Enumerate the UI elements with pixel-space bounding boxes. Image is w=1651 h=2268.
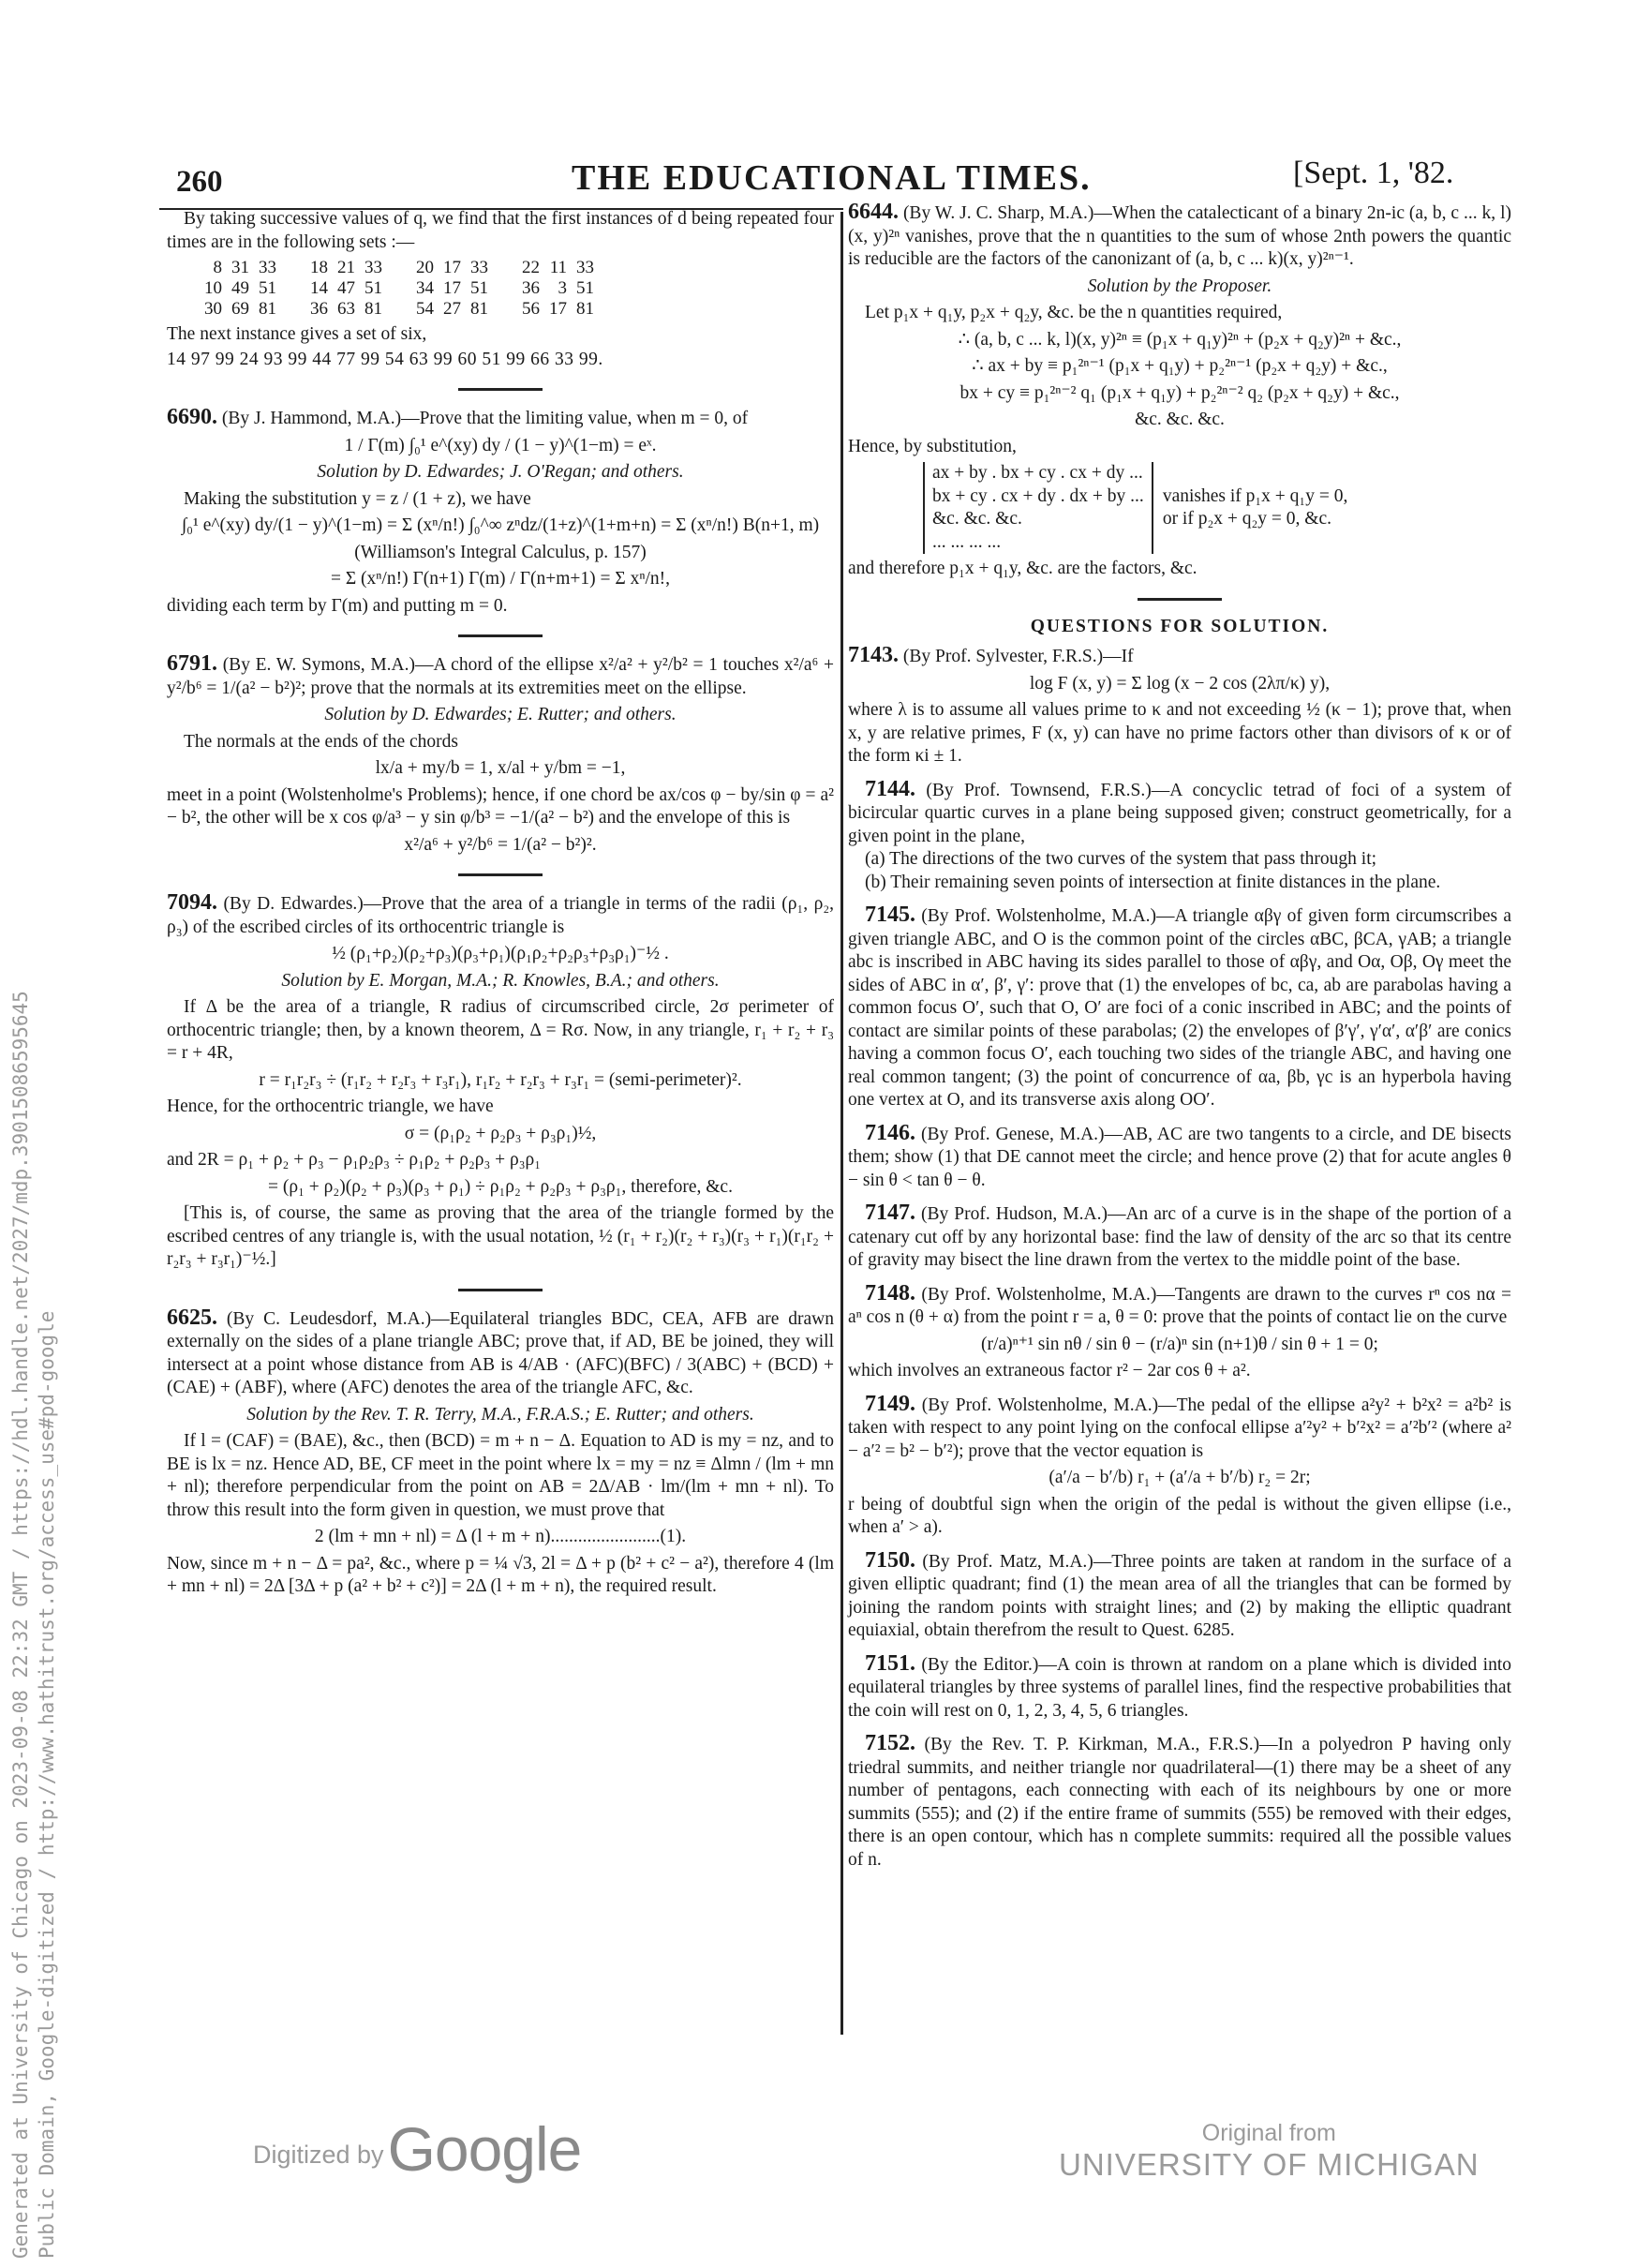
question-number: 7147. <box>865 1201 915 1225</box>
paragraph: The next instance gives a set of six, <box>167 324 427 344</box>
question-7146 <box>848 1122 1511 1193</box>
question-number: 7144. <box>865 776 915 801</box>
paragraph: meet in a point (Wolstenholme's Problems); hence, if one chord be ax/cos φ − by/sin φ = a² − b², the other will be x cos φ/a³ − y sin φ/b³ = −1/(a² − b²) and the envelope of this is <box>167 784 834 828</box>
equation: log F (x, y) = Σ log (x − 2 cos (2λπ/κ) y), <box>1029 673 1331 694</box>
problem-text: (By W. J. C. Sharp, M.A.)—When the catalecticant of a binary 2n-ic (a, b, c ... k, l)(x, y)²ⁿ vanishes, prove that the n quantities to the sum of whose 2nth powers the quantic is reducible are the factors of the canonizant of (a, b, c ... k)(x, y)²ⁿ⁻¹. <box>848 203 1512 269</box>
table-cell: 33 <box>259 258 276 277</box>
table-cell: 54 <box>416 299 434 319</box>
problem-6791 <box>167 652 834 857</box>
left-column <box>167 208 834 1616</box>
determinant-conditions <box>1163 485 1348 531</box>
column-divider <box>840 212 843 2035</box>
table-cell: 81 <box>470 299 488 319</box>
solution-credit: Solution by D. Edwardes; J. O'Regan; and others. <box>317 462 684 482</box>
table-cell: 63 <box>337 299 355 319</box>
paragraph: Let p₁x + q₁y, p₂x + q₂y, &c. be the n quantities required, <box>865 303 1283 322</box>
question-7148 <box>848 1282 1511 1383</box>
equation: r = r₁r₂r₃ ÷ (r₁r₂ + r₂r₃ + r₃r₁), r₁r₂ + r₂r₃ + r₃r₁ = (semi-perimeter)². <box>259 1069 742 1090</box>
determinant-row: ... ... ... ... <box>932 531 1002 552</box>
question-number: 7151. <box>865 1650 915 1676</box>
paragraph: r being of doubtful sign when the origin of the pedal is without the given ellipse (i.e., when a′ > a). <box>848 1494 1511 1537</box>
problem-6625 <box>167 1306 834 1599</box>
paragraph: where λ is to assume all values prime to κ and not exceeding ½ (κ − 1); prove that, when x, y are relative primes, F (x, y) can have no prime factors other than divisors of κ or of the form κi ± 1. <box>848 700 1511 766</box>
table-cell: 17 <box>549 299 567 319</box>
table-cell: 34 <box>416 278 434 298</box>
paragraph: The normals at the ends of the chords <box>184 731 458 752</box>
solution-credit: Solution by E. Morgan, M.A.; R. Knowles, B.A.; and others. <box>281 970 720 991</box>
table-cell: 81 <box>364 299 382 319</box>
table-cell: 36 <box>310 299 328 319</box>
determinant-block <box>923 462 1511 554</box>
table-cell: 51 <box>259 278 276 298</box>
equation: = (ρ₁ + ρ₂)(ρ₂ + ρ₃)(ρ₃ + ρ₁) ÷ ρ₁ρ₂ + ρ₂ρ₃ + ρ₃ρ₁, therefore, &c. <box>268 1176 733 1197</box>
equation: σ = (ρ₁ρ₂ + ρ₂ρ₃ + ρ₃ρ₁)½, <box>404 1123 597 1143</box>
question-7144 <box>848 778 1511 895</box>
determinant-row: &c. &c. &c. <box>932 509 1022 529</box>
condition: or if p₂x + q₂y = 0, &c. <box>1162 509 1332 529</box>
right-column <box>848 201 1511 1881</box>
section-rule <box>458 634 543 637</box>
problem-text: (By C. Leudesdorf, M.A.)—Equilateral triangles BDC, CEA, AFB are drawn externally on the sides of a plane triangle ABC; prove that, if AD, BE be joined, they will intersect at a point whose distance from AB is 4/AB · (AFC)(BFC) / 3(ABC) + (BCD) + (CAE) + (ABF), where (AFC) denotes the area of the triangle AFC, &c. <box>167 1308 834 1397</box>
equation: ∴ ax + by ≡ p₁²ⁿ⁻¹ (p₁x + q₁y) + p₂²ⁿ⁻¹ (p₂x + q₂y) + &c., <box>972 356 1388 376</box>
question-text: (By Prof. Sylvester, F.R.S.)—If <box>902 647 1134 666</box>
question-7145 <box>848 903 1511 1112</box>
problem-number: 6625. <box>167 1305 217 1330</box>
equation: (a′/a − b′/b) r₁ + (a′/a + b′/b) r₂ = 2r; <box>1049 1468 1311 1487</box>
question-7151 <box>848 1652 1511 1723</box>
question-number: 7150. <box>865 1547 915 1573</box>
problem-number: 7094. <box>167 890 217 915</box>
table-row <box>204 258 603 278</box>
digitized-by-label: Digitized by <box>253 2141 384 2169</box>
table-cell: 14 <box>310 278 328 298</box>
table-cell: 33 <box>470 258 488 277</box>
table-cell: 11 <box>549 258 567 277</box>
equation: &c. &c. &c. <box>1135 410 1225 429</box>
table-cell: 51 <box>470 278 488 298</box>
equation: x²/a⁶ + y²/b⁶ = 1/(a² − b²)². <box>404 834 597 855</box>
problem-6690 <box>167 406 834 618</box>
paragraph: If l = (CAF) = (BAE), &c., then (BCD) = m + n − Δ. Equation to AD is my = nz, and to BE is lx = nz. Hence AD, BE, CF meet in the point where lx = my = nz ≡ Δlmn / (lm + mn + nl); therefore perpendicular from the point on AB = 2Δ/AB · lm/(lm + mn + nl). To throw this result into the form given in question, we must prove that <box>167 1431 834 1520</box>
table-cell: 17 <box>443 278 461 298</box>
equation: lx/a + my/b = 1, x/al + y/bm = −1, <box>375 758 626 778</box>
google-logo: Google <box>387 2114 582 2184</box>
question-7147 <box>848 1201 1511 1273</box>
table-cell: 18 <box>310 258 328 277</box>
issue-date: [Sept. 1, '82. <box>1293 156 1454 190</box>
rights-notice: Public Domain, Google-digitized / http://www.hathitrust.org/access_use#pd-google <box>36 1310 58 2259</box>
equation: bx + cy ≡ p₁²ⁿ⁻² q₁ (p₁x + q₁y) + p₂²ⁿ⁻² q₂ (p₂x + q₂y) + &c., <box>959 382 1400 403</box>
section-rule <box>1138 598 1222 601</box>
paragraph: dividing each term by Γ(m) and putting m = 0. <box>167 595 508 616</box>
condition: vanishes if p₁x + q₁y = 0, <box>1162 485 1348 506</box>
generation-notice: Generated at University of Chicago on 2023-09-08 22:32 GMT / https://hdl.handle.net/2027/mdp.39015086595645 <box>9 991 32 2259</box>
question-number: 7148. <box>865 1280 915 1306</box>
problem-number: 6791. <box>167 651 217 676</box>
problem-6644 <box>848 201 1511 581</box>
university-name: UNIVERSITY OF MICHIGAN <box>1059 2147 1480 2182</box>
table-cell: 31 <box>231 258 249 277</box>
table-cell: 30 <box>204 299 222 319</box>
determinant-row: bx + cy . cx + dy . dx + by ... <box>932 485 1144 506</box>
number-sequence: 14 97 99 24 93 99 44 77 99 54 63 99 60 51 99 66 33 99. <box>167 349 603 369</box>
solution-credit: Solution by the Rev. T. R. Terry, M.A., F.R.A.S.; E. Rutter; and others. <box>246 1404 754 1425</box>
problem-number: 6690. <box>167 405 217 429</box>
paragraph: If Δ be the area of a triangle, R radius of circumscribed circle, 2σ perimeter of orthocentric triangle; then, by a known theorem, Δ = Rσ. Now, in any triangle, r₁ + r₂ + r₃ = r + 4R, <box>167 997 834 1063</box>
question-text: (By the Editor.)—A coin is thrown at random on a plane which is divided into equilateral triangles by three systems of parallel lines, find the respective probabilities that the coin will rest on 0, 1, 2, 3, 4, 5, 6 triangles. <box>848 1654 1511 1721</box>
table-cell: 51 <box>364 278 382 298</box>
original-from-label: Original from <box>1201 2120 1336 2146</box>
question-number: 7143. <box>848 643 899 667</box>
table-cell: 51 <box>576 278 594 298</box>
question-number: 7149. <box>865 1391 915 1416</box>
digitized-by-watermark <box>253 2113 581 2185</box>
section-rule <box>458 388 543 391</box>
problem-number: 6644. <box>848 200 899 224</box>
table-cell: 22 <box>522 258 540 277</box>
table-row <box>204 278 603 299</box>
equation: = Σ (xⁿ/n!) Γ(n+1) Γ(m) / Γ(n+m+1) = Σ xⁿ/n!, <box>330 569 671 589</box>
question-text: (By Prof. Wolstenholme, M.A.)—A triangle αβγ of given form circumscribes a given triangle ABC, and O is the common point of the circles αBC, βCA, γAB; a triangle abc is inscribed in ABC having its sides parallel to those of αβγ, and Oα, Oβ, Oγ meet the sides of ABC in α′, β′, γ′: prove that (1) the envelopes of bc, ca, ab are parabolas having a common focus O′, such that O, O′ are foci of a conic inscribed in ABC; and the points of contact are similar points of these parabolas; (2) the envelopes of β′γ′, γ′α′, α′β′ are conics having a common focus O′, each touching two sides of the triangle ABC, and having one real common tangent; (3) the point of concurrence of αa, βb, γc is an hyperbola having one vertex at O, and its transverse axis along OO′. <box>848 906 1511 1110</box>
paragraph: Hence, by substitution, <box>848 436 1017 456</box>
question-number: 7152. <box>865 1731 915 1755</box>
hathitrust-margin-notice <box>4 918 64 2268</box>
question-text: (By Prof. Townsend, F.R.S.)—A concyclic tetrad of foci of a system of bicircular quartic curves in a plane being supposed given; construct geometrically, for a given point in the plane, <box>848 780 1511 846</box>
editor-note: [This is, of course, the same as proving that the area of the triangle formed by the escribed centres of any triangle is, with the usual notation, ½ (r₁ + r₂)(r₂ + r₃)(r₃ + r₁)(r₁r₂ + r₂r₃ + r₃r₁)⁻½.] <box>167 1203 834 1269</box>
question-part: (b) Their remaining seven points of intersection at finite distances in the plane. <box>865 872 1441 892</box>
question-7150 <box>848 1549 1511 1643</box>
question-text: (By Prof. Wolstenholme, M.A.)—Tangents are drawn to the curves rⁿ cos nα = aⁿ cos n (θ + α) from the point r = a, θ = 0: prove that the points of contact lie on the curve <box>848 1284 1512 1327</box>
question-text: (By the Rev. T. P. Kirkman, M.A., F.R.S.)—In a polyedron P having only triedral summits, and neither triangle nor quadrilateral—(1) there may be a sheet of any number of pentagons, each connecting with each of its neighbours by one or more summits (555); and (2) if the entire frame of summits (555) be removed with their edges, there is an open contour, which has n complete summits: required all the possible values of n. <box>848 1735 1512 1870</box>
paragraph: and therefore p₁x + q₁y, &c. are the factors, &c. <box>848 559 1197 578</box>
table-cell: 20 <box>416 258 434 277</box>
equation: ∴ (a, b, c ... k, l)(x, y)²ⁿ ≡ (p₁x + q₁y)²ⁿ + (p₂x + q₂y)²ⁿ + &c., <box>958 329 1402 350</box>
determinant-row: ax + by . bx + cy . cx + dy ... <box>932 463 1143 483</box>
table-cell: 17 <box>443 258 461 277</box>
table-cell: 81 <box>259 299 276 319</box>
journal-title: THE EDUCATIONAL TIMES. <box>572 158 1092 198</box>
question-text: (By Prof. Wolstenholme, M.A.)—The pedal of the ellipse a²y² + b²x² = a²b² is taken with respect to any point lying on the confocal ellipse a′²y² + b′²x² = a′²b′² (where a² − a′² = b² − b′²); prove that the vector equation is <box>848 1395 1512 1461</box>
table-cell: 27 <box>443 299 461 319</box>
equation: (r/a)ⁿ⁺¹ sin nθ / sin θ − (r/a)ⁿ sin (n+1)θ / sin θ + 1 = 0; <box>981 1334 1378 1354</box>
problem-text: (By E. W. Symons, M.A.)—A chord of the ellipse x²/a² + y²/b² = 1 touches x²/a⁶ + y²/b⁶ = 1/(a² − b²)²; prove that the normals at its extremities meet on the ellipse. <box>167 655 834 698</box>
table-cell: 33 <box>576 258 594 277</box>
original-source-watermark <box>1059 2120 1480 2183</box>
question-7149 <box>848 1393 1511 1540</box>
question-text: (By Prof. Matz, M.A.)—Three points are taken at random in the surface of a given elliptic quadrant; find (1) the mean area of all the triangles that can be formed by joining the random points with straight lines; and (2) by making the elliptic quadrant equiaxial, obtain therefrom the result to Quest. 6285. <box>848 1551 1511 1640</box>
section-rule <box>458 873 543 876</box>
question-number: 7145. <box>865 903 915 927</box>
paragraph: Hence, for the orthocentric triangle, we have <box>167 1097 494 1116</box>
equation: 2 (lm + mn + nl) = Δ (l + m + n)........................(1). <box>314 1527 687 1546</box>
table-cell: 8 <box>213 258 222 277</box>
table-cell: 36 <box>522 278 540 298</box>
question-text: (By Prof. Genese, M.A.)—AB, AC are two tangents to a circle, and DE bisects them; show (1) that DE cannot meet the circle; and hence prove (2) that for acute angles θ − sin θ < tan θ − θ. <box>848 1124 1511 1190</box>
question-7143 <box>848 644 1511 768</box>
equation: and 2R = ρ₁ + ρ₂ + ρ₃ − ρ₁ρ₂ρ₃ ÷ ρ₁ρ₂ + ρ₂ρ₃ + ρ₃ρ₁ <box>167 1150 542 1170</box>
table-cell: 69 <box>231 299 249 319</box>
continued-solution <box>167 208 834 371</box>
table-cell: 81 <box>576 299 594 319</box>
question-number: 7146. <box>865 1120 915 1145</box>
determinant <box>923 462 1153 554</box>
solution-credit: Solution by D. Edwardes; E. Rutter; and others. <box>324 705 677 724</box>
page-number: 260 <box>176 165 223 199</box>
solution-credit: Solution by the Proposer. <box>1087 276 1272 296</box>
table-cell: 33 <box>364 258 382 277</box>
problem-text: (By J. Hammond, M.A.)—Prove that the limiting value, when m = 0, of <box>221 409 749 428</box>
table-cell: 47 <box>337 278 355 298</box>
table-cell: 21 <box>337 258 355 277</box>
paragraph: Making the substitution y = z / (1 + z), we have <box>184 488 531 509</box>
problem-7094 <box>167 891 834 1272</box>
question-text: (By Prof. Hudson, M.A.)—An arc of a curve is in the shape of the portion of a catenary cut off by any horizontal base: find the law of density of the arc so that its centre of gravity may bisect the line drawn from the vertex to the middle point of the base. <box>848 1204 1512 1270</box>
page-header <box>159 150 1471 206</box>
section-rule <box>458 1289 543 1291</box>
paragraph: which involves an extraneous factor r² − 2ar cos θ + a². <box>848 1361 1251 1380</box>
question-part: (a) The directions of the two curves of the system that pass through it; <box>865 849 1377 869</box>
number-sets-table <box>204 258 603 320</box>
paragraph: Now, since m + n − Δ = pa², &c., where p = ¼ √3, 2l = Δ + p (b² + c² − a²), therefore 4 (lm + mn + nl) = 2Δ [3Δ + p (a² + b² + c²)] = 2Δ (l + m + n), the required result. <box>167 1553 834 1596</box>
problem-text: (By D. Edwardes.)—Prove that the area of a triangle in terms of the radii (ρ₁, ρ₂, ρ₃) of the escribed circles of its orthocentric triangle is <box>167 894 834 937</box>
table-row <box>204 299 603 320</box>
equation: ∫₀¹ e^(xy) dy/(1 − y)^(1−m) = Σ (xⁿ/n!) ∫₀^∞ zⁿdz/(1+z)^(1+m+n) = Σ (xⁿ/n!) B(n+1, m) <box>181 515 820 535</box>
section-title: QUESTIONS FOR SOLUTION. <box>1030 616 1330 636</box>
table-cell: 3 <box>558 278 567 298</box>
table-cell: 56 <box>522 299 540 319</box>
table-cell: 10 <box>204 278 222 298</box>
equation: 1 / Γ(m) ∫₀¹ e^(xy) dy / (1 − y)^(1−m) = eˣ. <box>344 435 657 455</box>
table-cell: 49 <box>231 278 249 298</box>
question-7152 <box>848 1732 1511 1872</box>
paragraph: By taking successive values of q, we find that the first instances of d being repeated four times are in the following sets :— <box>167 209 834 252</box>
equation: ½ (ρ₁+ρ₂)(ρ₂+ρ₃)(ρ₃+ρ₁)(ρ₁ρ₂+ρ₂ρ₃+ρ₃ρ₁)⁻½ . <box>332 944 669 963</box>
citation: (Williamson's Integral Calculus, p. 157) <box>354 542 647 562</box>
